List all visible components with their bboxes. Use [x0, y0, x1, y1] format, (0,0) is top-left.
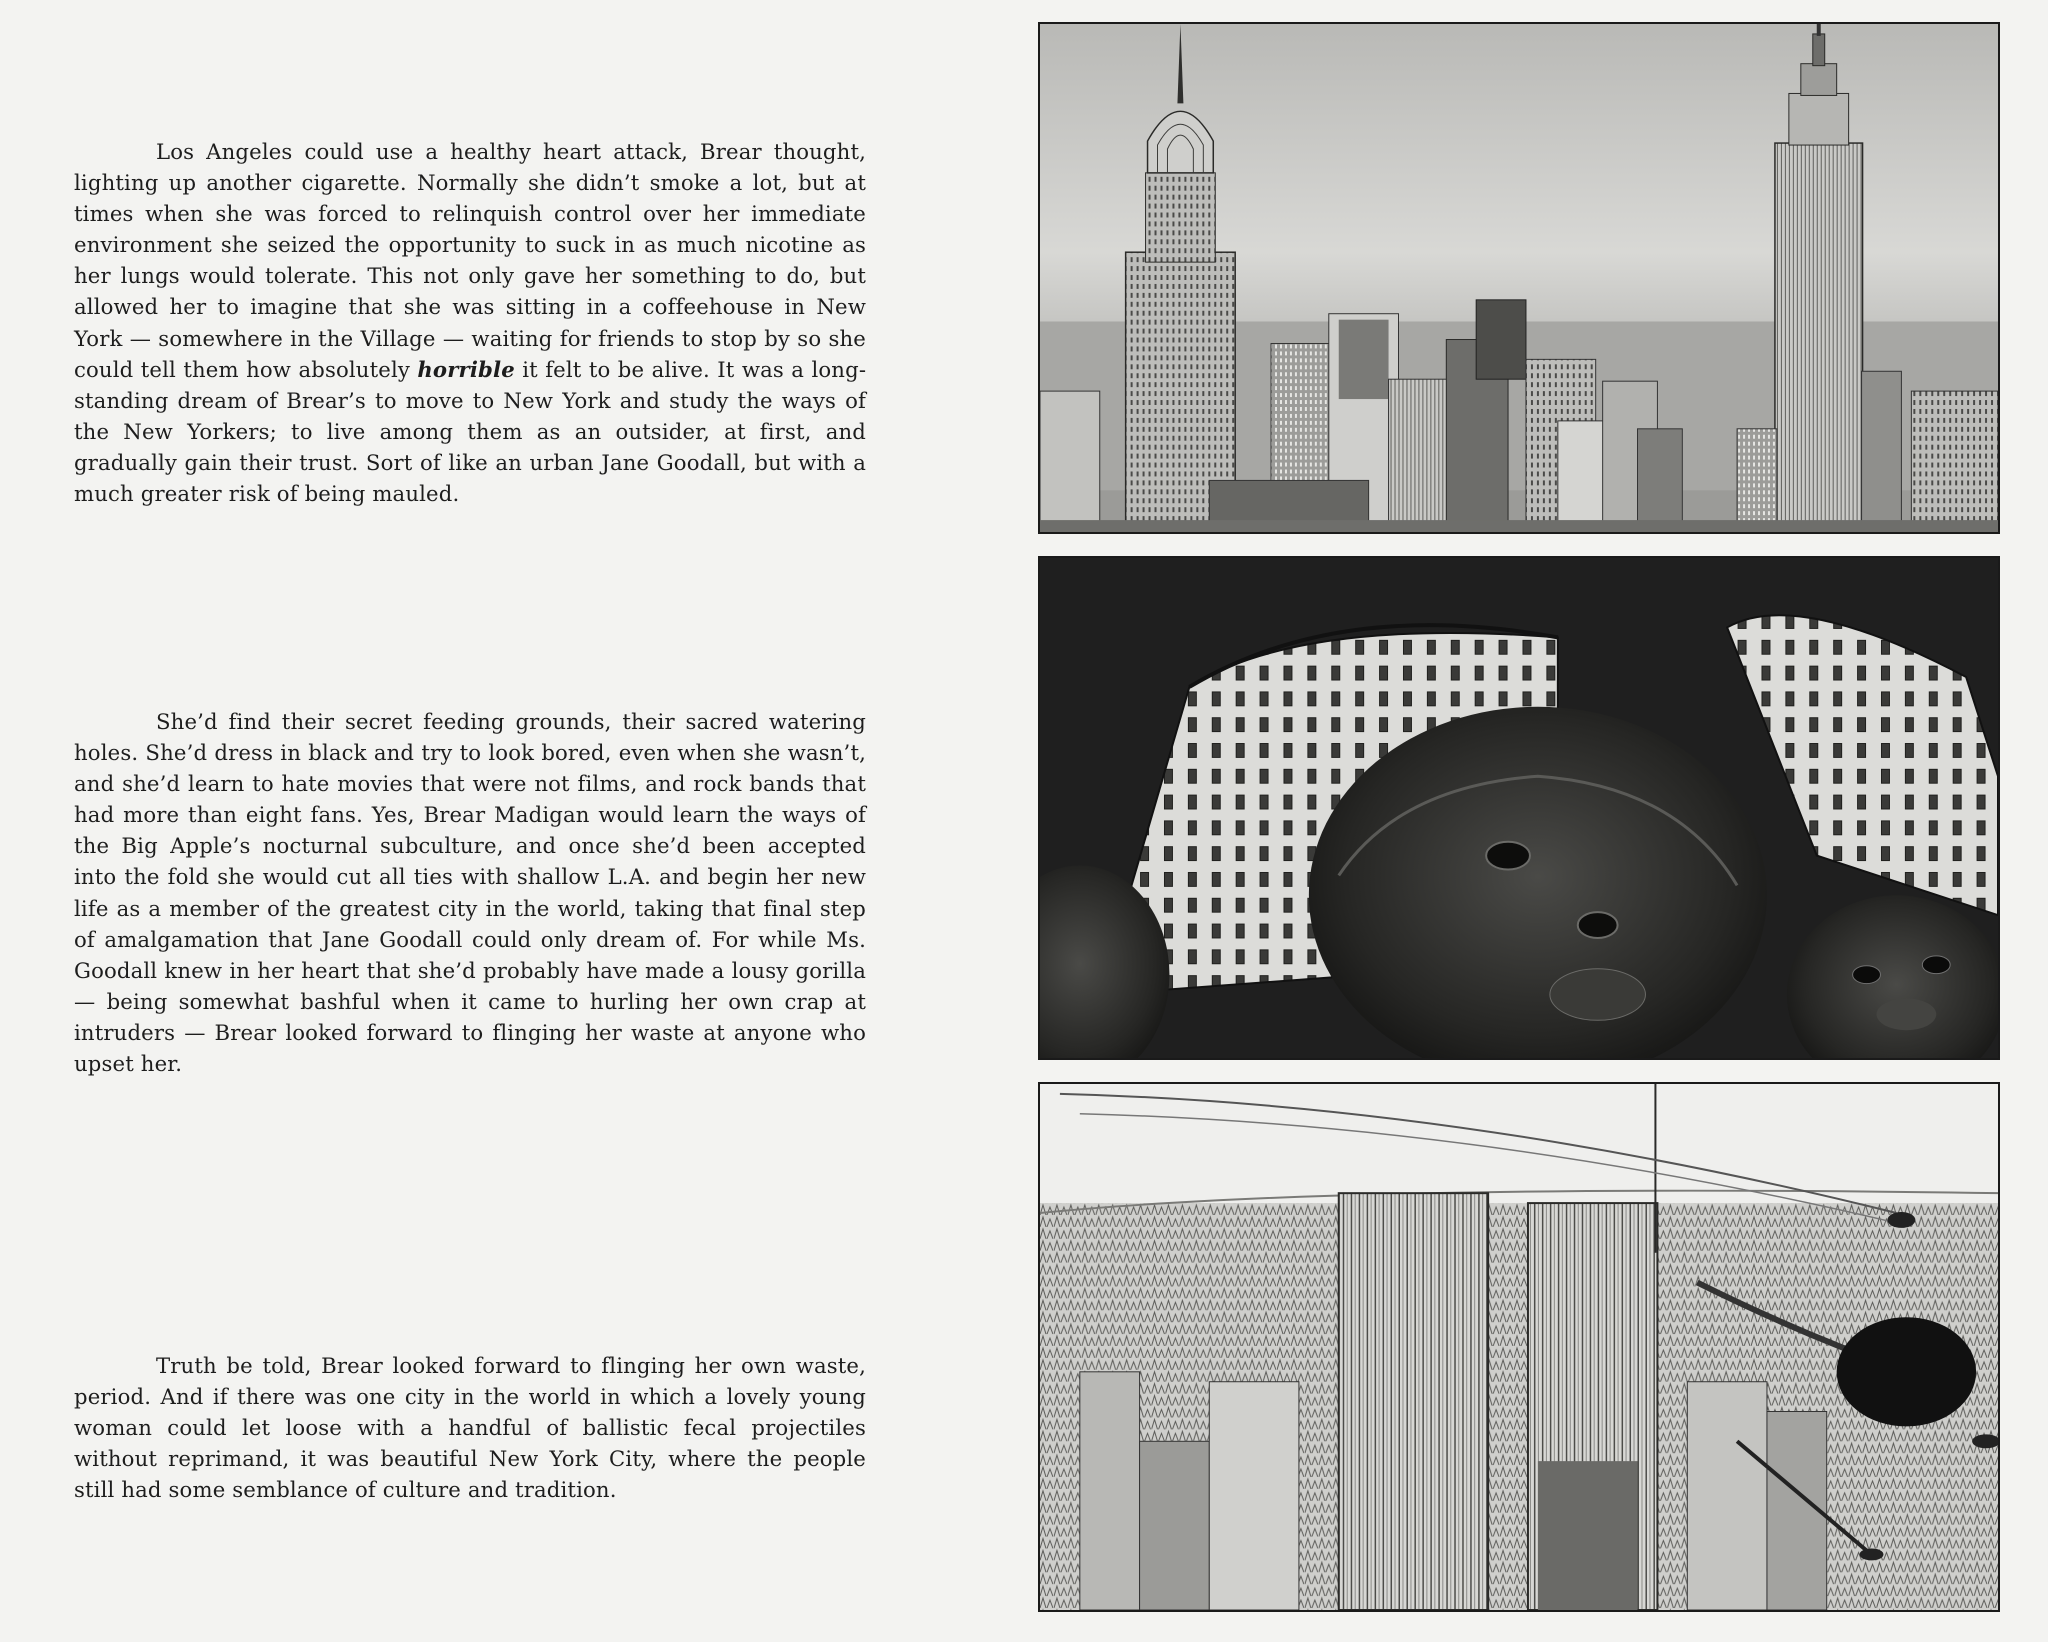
- paragraph-2: She’d find their secret feeding grounds, their sacred watering holes. She’d dress in black and try to look bored, even when she wasn’t, and she’d learn to hate movies that were not films, and rock bands that had more than eight fans. Yes, Brear Madigan would learn the ways of the Big Apple’s nocturnal subculture, and once she’d been accepted into the fold she would cut all ties with shallow L.A. and begin her new life as a member of the greatest city in the world, taking that final step of amalgamation that Jane Goodall could only dream of. For while Ms. Goodall knew in her heart that she’d probably have made a lousy gorilla — being somewhat bashful when it came to hurling her own crap at intruders — Brear looked forward to flinging her waste at anyone who upset her.: [74, 709, 866, 1077]
- paragraph-3: Truth be told, Brear looked forward to flinging her own waste, period. And if there was one city in the world in which a lovely young woman could let loose with a handful of ballistic fecal projectiles without reprimand, it was beautiful New York City, where the people still had some semblance of culture and tradition.: [74, 1353, 866, 1503]
- illustration-gorillas: [1038, 556, 2000, 1060]
- projectile-2: [1860, 1548, 1884, 1560]
- towers-drawing: [1040, 1084, 1998, 1610]
- paragraph-1: [74, 136, 866, 509]
- paragraph-1-part-b: it felt to be alive. It was a longstanding dream of Brear’s to move to New York and study the ways of the New Yorkers; to live among them as an outsider, at first, and gradually gain their trust. Sort of like an urban Jane Goodall, but with a much greater risk of being mauled.: [74, 356, 866, 507]
- illustration-skyline: [1038, 22, 2000, 534]
- gorilla-eye-right: [1578, 912, 1618, 938]
- emphasis-horrible: horrible: [417, 356, 515, 382]
- paragraph-1-part-a: Los Angeles could use a healthy heart attack, Brear thought, lighting up another cigarette. Normally she didn’t smoke a lot, but at times when she was forced to relinquish control over her immediate environment she seized the opportunity to suck in as much nicotine as her lungs would tolerate. This not only gave her something to do, but allowed her to imagine that she was sitting in a coffeehouse in New York — somewhere in the Village — waiting for friends to stop by so she could tell them how absolutely: [74, 139, 866, 382]
- illustration-twin-towers: [1038, 1082, 2000, 1612]
- projectile-1: [1887, 1212, 1915, 1228]
- gorilla-eye-left: [1486, 842, 1530, 870]
- skyline-drawing: [1040, 24, 1998, 532]
- tower-left: [1339, 1193, 1488, 1610]
- gorillas-drawing: [1040, 558, 1998, 1058]
- projectile-smoke: [1837, 1317, 1976, 1426]
